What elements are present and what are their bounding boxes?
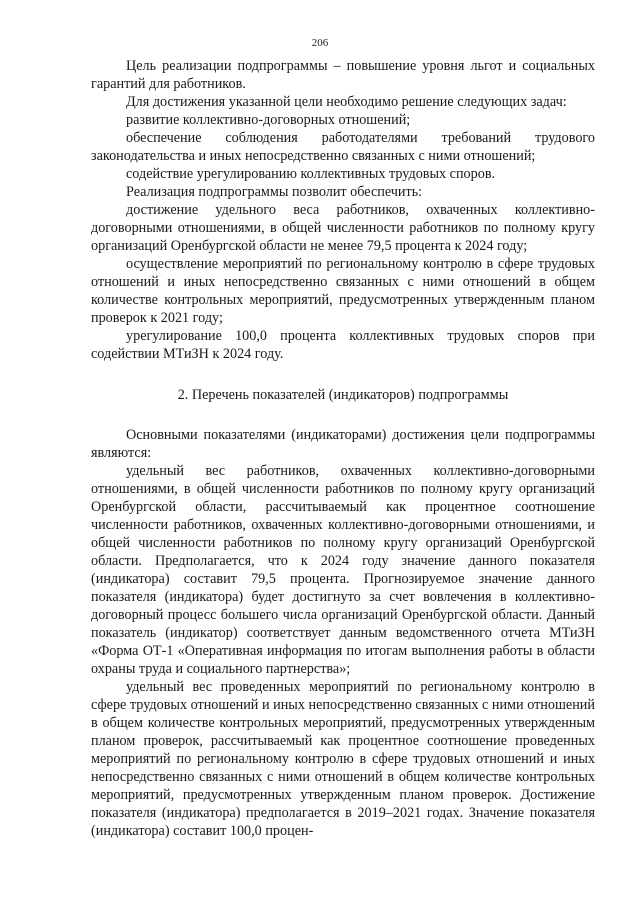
list-item: обеспечение соблюдения работодателями требований трудового законодательства и иных непосредственно связанных с ними отношений; — [91, 130, 595, 164]
list-item: удельный вес работников, охваченных коллективно-договорными отношениями, в общей численности работников по полному кругу организаций Оренбургской области, рассчитываемый как процентное соотношение численности работников, охваченных коллективно-договорными отношениями, и общей численности работников по полному кругу организаций Оренбургской области. Предполагается, что к 2024 году значение данного показателя (индикатора) составит 79,5 процента. Прогнозируемое значение данного показателя (индикатора) будет достигнуто за счет вовлечения в коллективно-договорный процесс большего числа организаций Оренбургской области. Данный показатель (индикатор) соответствует данным ведомственного отчета МТиЗН «Форма ОТ-1 «Оперативная информация по итогам выполнения работы в области охраны труда и социального партнерства»; — [91, 463, 595, 677]
paragraphs-after-heading — [91, 426, 595, 840]
paragraph: Для достижения указанной цели необходимо решение следующих задач: — [126, 94, 567, 110]
page-number: 206 — [311, 37, 329, 49]
paragraphs-before-heading — [91, 57, 595, 363]
list-item: осуществление мероприятий по региональному контролю в сфере трудовых отношений и иных непосредственно связанных с ними отношений в общем количестве контрольных мероприятий, предусмотренных утвержденным планом проверок к 2021 году; — [91, 256, 595, 326]
section-heading: 2. Перечень показателей (индикаторов) подпрограммы — [177, 387, 509, 403]
paragraph: Реализация подпрограммы позволит обеспечить: — [126, 184, 423, 200]
paragraph: Основными показателями (индикаторами) достижения цели подпрограммы являются: — [91, 427, 595, 461]
document-body — [91, 57, 595, 840]
list-item: урегулирование 100,0 процента коллективных трудовых споров при содействии МТиЗН к 2024 году. — [91, 328, 595, 362]
list-item: содействие урегулированию коллективных трудовых споров. — [126, 166, 496, 182]
list-item: удельный вес проведенных мероприятий по региональному контролю в сфере трудовых отношений и иных непосредственно связанных с ними отношений в общем количестве контрольных мероприятий, предусмотренных утвержденным планом проверок, рассчитываемый как процентное соотношение проведенных мероприятий по региональному контролю в сфере трудовых отношений и иных непосредственно связанных с ними отношений в общем количестве контрольных мероприятий, предусмотренных утвержденным планом проверок. Достижение показателя (индикатора) предполагается в 2019–2021 годах. Значение показателя (индикатора) составит 100,0 процен- — [91, 679, 595, 839]
paragraph: Цель реализации подпрограммы – повышение уровня льгот и социальных гарантий для работников. — [91, 58, 595, 92]
list-item: развитие коллективно-договорных отношений; — [126, 112, 411, 128]
list-item: достижение удельного веса работников, охваченных коллективно-договорными отношениями, в общей численности работников по полному кругу организаций Оренбургской области не менее 79,5 процента к 2024 году; — [91, 202, 595, 254]
